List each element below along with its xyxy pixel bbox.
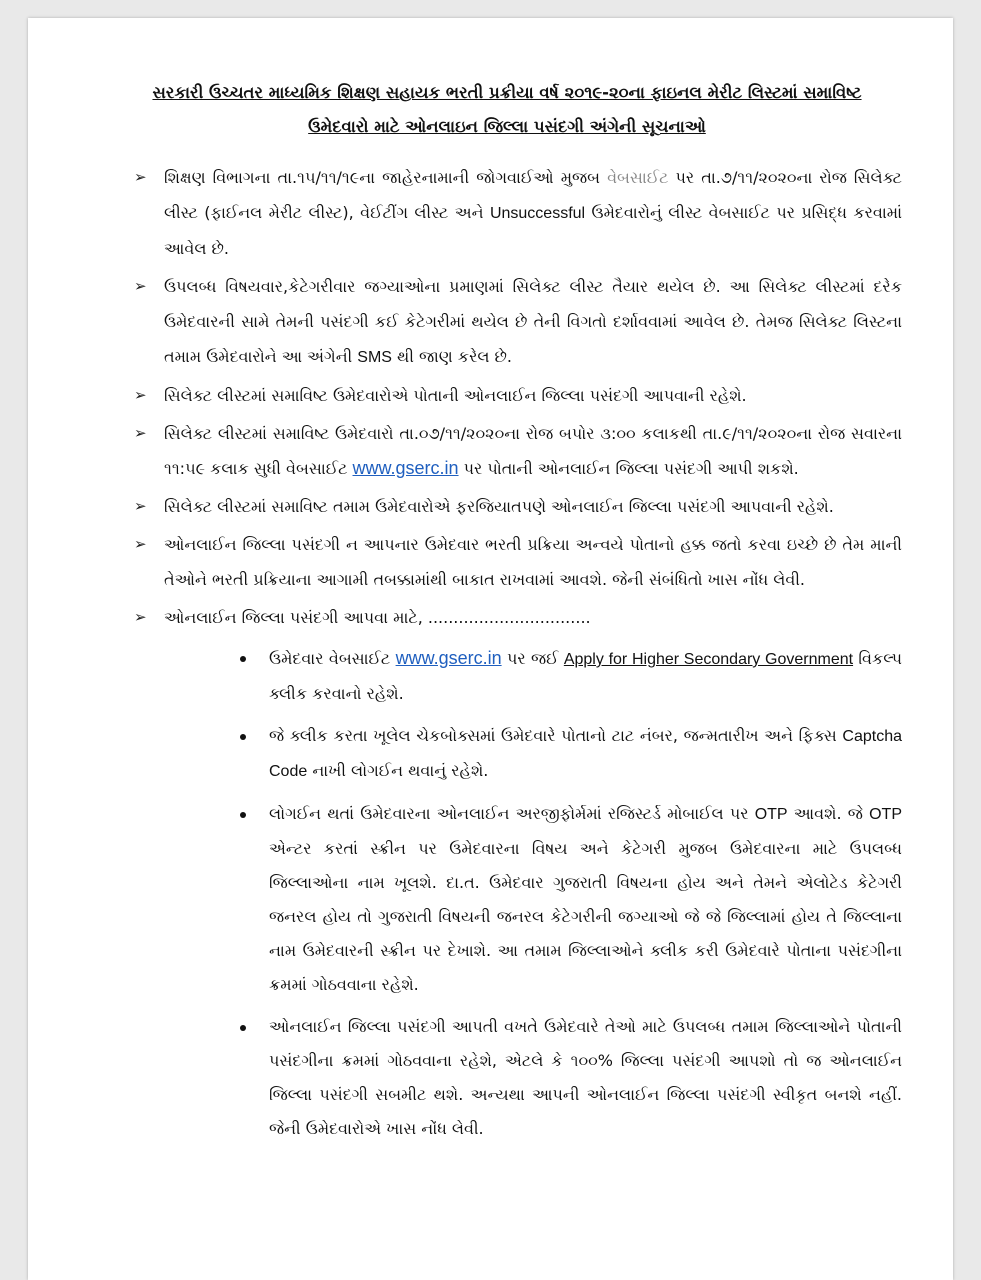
bullet-dot-icon (240, 812, 246, 818)
instruction-list (112, 160, 902, 1146)
step-item: ઉમેદવાર વેબસાઈટ www.gserc.in પર જઈ Apply for Higher Secondary Government વિકલ્પ ક્લીક કરવાનો રહેશે. (164, 641, 902, 711)
arrow-bullet-icon: ➢ (134, 608, 147, 626)
list-item: ➢ શિક્ષણ વિભાગના તા.૧૫/૧૧/૧૯ના જાહેરનામાની જોગવાઈઓ મુજબ વેબસાઈટ પર તા.૭/૧૧/૨૦૨૦ના રોજ સિલેક્ટ લીસ્ટ (ફાઈનલ મેરીટ લીસ્ટ), વેઈટીંગ લીસ્ટ અને Unsuccessful ઉમેદવારોનું લીસ્ટ વેબસાઈટ પર પ્રસિદ્ધ કરવામાં આવેલ છે. (112, 160, 902, 266)
document-page (28, 18, 953, 1280)
list-item: ➢ સિલેક્ટ લીસ્ટમાં સમાવિષ્ટ ઉમેદવારોએ પોતાની ઓનલાઈન જિલ્લા પસંદગી આપવાની રહેશે. (112, 378, 902, 413)
list-item: ➢ ઓનલાઈન જિલ્લા પસંદગી ન આપનાર ઉમેદવાર ભરતી પ્રક્રિયા અન્વયે પોતાનો હક્ક જતો કરવા ઇચ્છે છે તેમ માની તેઓને ભરતી પ્રક્રિયાના આગામી તબક્કામાંથી બાકાત રાખવામાં આવશે. જેની સંબંધિતો ખાસ નોંધ લેવી. (112, 527, 902, 597)
list-item: ➢ સિલેક્ટ લીસ્ટમાં સમાવિષ્ટ તમામ ઉમેદવારોએ ફરજિયાતપણે ઓનલાઈન જિલ્લા પસંદગી આપવાની રહેશે. (112, 489, 902, 524)
website-link[interactable]: www.gserc.in (395, 648, 502, 668)
arrow-bullet-icon: ➢ (134, 277, 147, 295)
bullet-dot-icon (240, 1025, 246, 1031)
arrow-bullet-icon: ➢ (134, 497, 147, 515)
step-item: જે ક્લીક કરતા ખૂલેલ ચેકબોક્સમાં ઉમેદવારે પોતાનો ટાટ નંબર, જન્મતારીખ અને ફિક્સ Captcha Code નાખી લોગઈન થવાનું રહેશે. (164, 719, 902, 789)
website-link[interactable]: www.gserc.in (352, 458, 459, 478)
list-item: ➢ સિલેક્ટ લીસ્ટમાં સમાવિષ્ટ ઉમેદવારો તા.૦૭/૧૧/૨૦૨૦ના રોજ બપોર ૩:૦૦ કલાકથી તા.૯/૧૧/૨૦૨૦ના રોજ સવારના ૧૧:૫૯ કલાક સુધી વેબસાઈટ www.gserc.in પર પોતાની ઓનલાઈન જિલ્લા પસંદગી આપી શકશે. (112, 416, 902, 486)
document-title (112, 76, 902, 144)
document-body (112, 76, 902, 1154)
handwritten-mark: વેબસાઈટ (607, 168, 669, 187)
bullet-dot-icon (240, 734, 246, 740)
list-item: ➢ ઓનલાઈન જિલ્લા પસંદગી આપવા માટે, ................................ ઉમેદવાર વેબસાઈટ www.gserc.in પર જઈ Apply for Higher Secondary Government વિકલ્પ ક્લીક કરવાનો રહેશે. જે ક્લીક કરતા ખૂલેલ ચેકબોક્સમાં ઉમેદવારે પોતાનો ટાટ નંબર, જન્મતારીખ અને ફિક્સ Captcha Code નાખી લોગઈન થવાનું રહેશે. લોગઈન થતાં ઉમેદવારના ઓનલાઈન અરજીફોર્મમાં રજિસ્ટર્ડ મોબાઈલ પર OTP આવશે. જે OTP એન્ટર કરતાં સ્ક્રીન પર ઉમેદવારના વિષય અને કેટેગરી મુજબ ઉમેદવારના માટે ઉપલબ્ધ જિલ્લાઓના નામ ખૂલશે. દા.ત. ઉમેદવાર ગુજરાતી વિષયના હોય અને તેમને એલોટેડ કેટેગરી જનરલ હોય તો ગુજરાતી વિષયની જનરલ કેટેગરીની જગ્યાઓ જે જે જિલ્લામાં હોય તે જિલ્લાના નામ ઉમેદવારની સ્ક્રીન પર દેખાશે. આ તમામ જિલ્લાઓને ક્લીક કરી ઉમેદવારે પોતાના પસંદગીના ક્રમમાં ગોઠવવાના રહેશે. ઓનલાઈન જિલ્લા પસંદગી આપતી વખતે ઉમેદવારે તેઓ માટે ઉપલબ્ધ તમામ જિલ્લાઓને પોતાની પસંદગીના ક્રમમાં ગોઠવવાના રહેશે, એટલે કે ૧૦૦% જિલ્લા પસંદગી આપશો તો જ ઓનલાઈન જિલ્લા પસંદગી સબમીટ થશે. અન્યથા આપની ઓનલાઈન જિલ્લા પસંદગી સ્વીકૃત બનશે નહીં. જેની ઉમેદવારોએ ખાસ નોંધ લેવી. (112, 600, 902, 1146)
steps-list (164, 641, 902, 1146)
arrow-bullet-icon: ➢ (134, 168, 147, 186)
bullet-dot-icon (240, 656, 246, 662)
title-line-2: ઉમેદવારો માટે ઓનલાઇન જિલ્લા પસંદગી અંગેની સૂચનાઓ (308, 117, 706, 136)
arrow-bullet-icon: ➢ (134, 386, 147, 404)
arrow-bullet-icon: ➢ (134, 535, 147, 553)
list-item: ➢ ઉપલબ્ધ વિષયવાર,કેટેગરીવાર જગ્યાઓના પ્રમાણમાં સિલેક્ટ લીસ્ટ તૈયાર થયેલ છે. આ સિલેક્ટ લીસ્ટમાં દરેક ઉમેદવારની સામે તેમની પસંદગી કઈ કેટેગરીમાં થયેલ છે તેની વિગતો દર્શાવવામાં આવેલ છે. તેમજ સિલેક્ટ લિસ્ટના તમામ ઉમેદવારોને આ અંગેની SMS થી જાણ કરેલ છે. (112, 269, 902, 375)
step-item: લોગઈન થતાં ઉમેદવારના ઓનલાઈન અરજીફોર્મમાં રજિસ્ટર્ડ મોબાઈલ પર OTP આવશે. જે OTP એન્ટર કરતાં સ્ક્રીન પર ઉમેદવારના વિષય અને કેટેગરી મુજબ ઉમેદવારના માટે ઉપલબ્ધ જિલ્લાઓના નામ ખૂલશે. દા.ત. ઉમેદવાર ગુજરાતી વિષયના હોય અને તેમને એલોટેડ કેટેગરી જનરલ હોય તો ગુજરાતી વિષયની જનરલ કેટેગરીની જગ્યાઓ જે જે જિલ્લામાં હોય તે જિલ્લાના નામ ઉમેદવારની સ્ક્રીન પર દેખાશે. આ તમામ જિલ્લાઓને ક્લીક કરી ઉમેદવારે પોતાના પસંદગીના ક્રમમાં ગોઠવવાના રહેશે. (164, 797, 902, 1002)
arrow-bullet-icon: ➢ (134, 424, 147, 442)
apply-option-text: Apply for Higher Secondary Government (563, 651, 854, 668)
step-item: ઓનલાઈન જિલ્લા પસંદગી આપતી વખતે ઉમેદવારે તેઓ માટે ઉપલબ્ધ તમામ જિલ્લાઓને પોતાની પસંદગીના ક્રમમાં ગોઠવવાના રહેશે, એટલે કે ૧૦૦% જિલ્લા પસંદગી આપશો તો જ ઓનલાઈન જિલ્લા પસંદગી સબમીટ થશે. અન્યથા આપની ઓનલાઈન જિલ્લા પસંદગી સ્વીકૃત બનશે નહીં. જેની ઉમેદવારોએ ખાસ નોંધ લેવી. (164, 1010, 902, 1146)
title-line-1: સરકારી ઉચ્ચતર માધ્યમિક શિક્ષણ સહાયક ભરતી પ્રક્રીયા વર્ષ ૨૦૧૯-૨૦ના ફાઇનલ મેરીટ લિસ્ટમાં સમાવિષ્ટ (152, 83, 862, 102)
